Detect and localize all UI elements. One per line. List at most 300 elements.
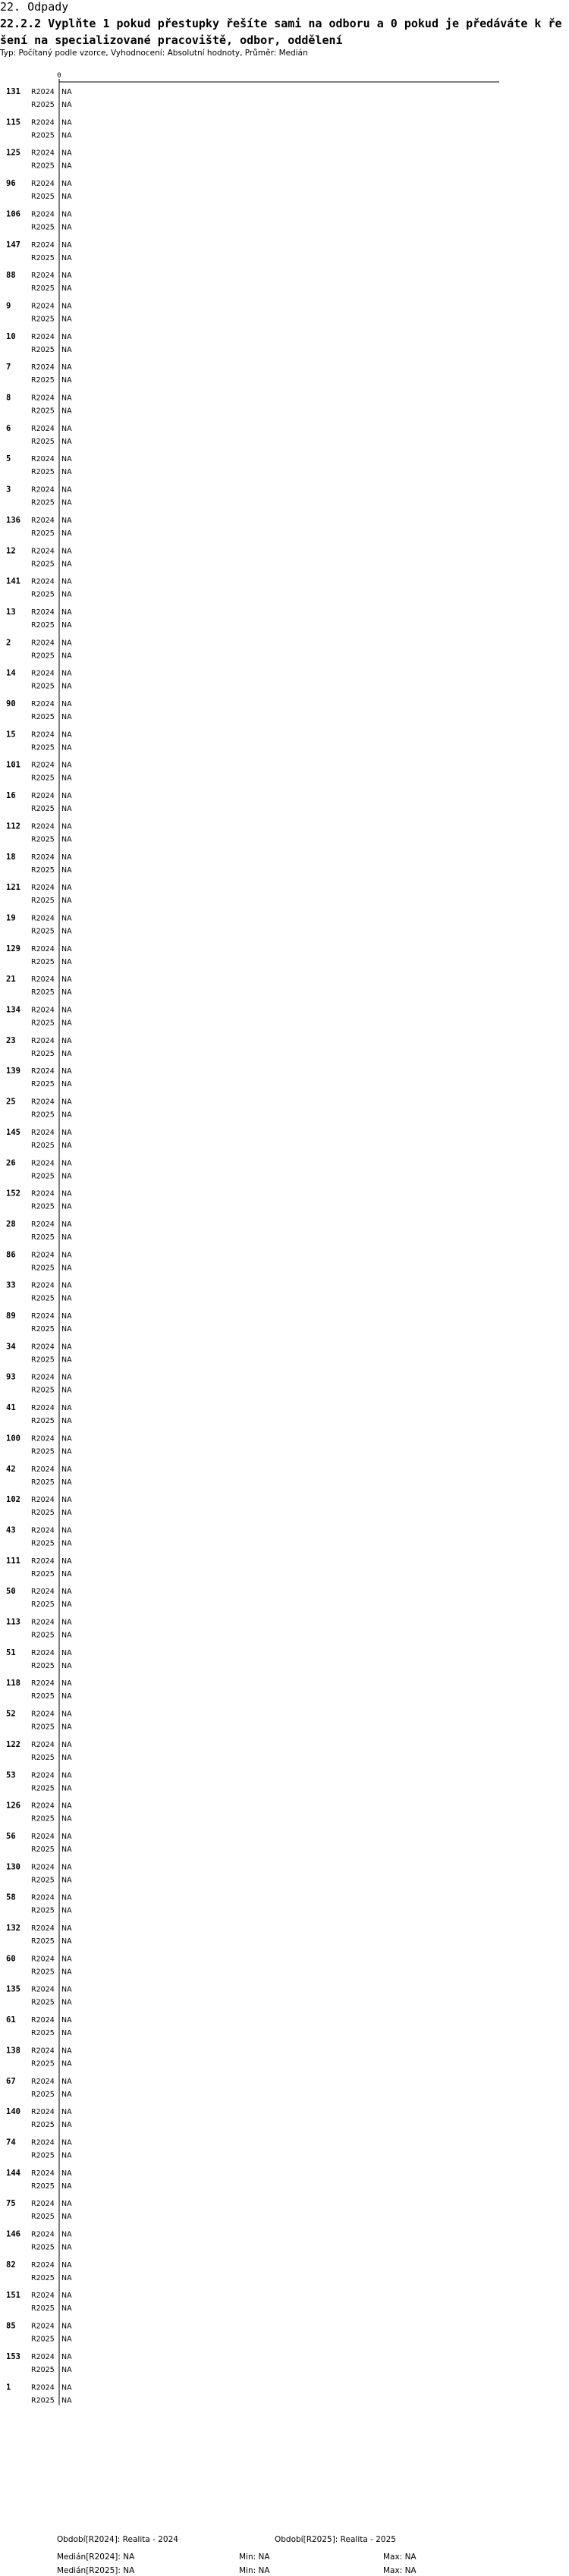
series-label: R2024 (31, 1679, 55, 1689)
series-label: R2024 (31, 1618, 55, 1627)
series-label: R2024 (31, 2169, 55, 2178)
data-label: NA (61, 1159, 72, 1168)
data-label: NA (61, 1557, 72, 1566)
data-label: NA (61, 1220, 72, 1229)
series-label: R2024 (31, 975, 55, 985)
data-label: NA (61, 1325, 72, 1334)
data-label: NA (61, 1740, 72, 1749)
category-label: 21 (6, 975, 16, 985)
data-label: NA (61, 2151, 72, 2160)
median-2024: Medián[R2024]: NA (57, 2552, 135, 2562)
data-label: NA (61, 1373, 72, 1382)
category-label: 12 (6, 546, 16, 556)
category-label: 26 (6, 1158, 16, 1168)
data-label: NA (61, 1569, 72, 1579)
series-label: R2024 (31, 2047, 55, 2056)
category-label: 89 (6, 1312, 16, 1321)
series-label: R2025 (31, 193, 55, 202)
category-label: 67 (6, 2076, 16, 2086)
category-label: 19 (6, 913, 16, 923)
series-label: R2024 (31, 669, 55, 678)
category-label: 93 (6, 1372, 16, 1382)
data-label: NA (61, 2273, 72, 2282)
data-label: NA (61, 1141, 72, 1150)
data-label: NA (61, 2213, 72, 2222)
data-label: NA (61, 1417, 72, 1426)
data-label: NA (61, 302, 72, 311)
data-label: NA (61, 516, 72, 525)
series-label: R2025 (31, 805, 55, 814)
data-label: NA (61, 162, 72, 171)
series-label: R2025 (31, 743, 55, 752)
question-title: 22.2.2 Vyplňte 1 pokud přestupky řešíte sami na odboru a 0 pokud je předáváte k řešení na specializované pracoviště, odbor, oddělení (0, 17, 562, 47)
series-label: R2024 (31, 272, 55, 281)
series-label: R2025 (31, 1539, 55, 1548)
data-label: NA (61, 835, 72, 844)
series-label: R2024 (31, 2352, 55, 2361)
series-label: R2025 (31, 652, 55, 661)
data-label: NA (61, 682, 72, 691)
series-label: R2024 (31, 1802, 55, 1811)
series-label: R2024 (31, 1557, 55, 1566)
data-label: NA (61, 1955, 72, 1964)
max-2024: Max: NA (383, 2552, 417, 2562)
category-label: 118 (6, 1679, 20, 1689)
data-label: NA (61, 315, 72, 324)
data-label: NA (61, 975, 72, 985)
data-label: NA (61, 101, 72, 109)
series-label: R2024 (31, 2383, 55, 2392)
data-label: NA (61, 2304, 72, 2314)
category-label: 101 (6, 760, 20, 770)
data-label: NA (61, 210, 72, 219)
series-label: R2025 (31, 957, 55, 966)
data-label: NA (61, 1679, 72, 1689)
category-label: 33 (6, 1280, 16, 1290)
category-label: 131 (6, 87, 20, 96)
data-label: NA (61, 805, 72, 814)
category-label: 140 (6, 2107, 20, 2117)
data-label: NA (61, 2090, 72, 2099)
data-label: NA (61, 1753, 72, 1762)
data-label: NA (61, 1067, 72, 1076)
series-label: R2024 (31, 822, 55, 831)
series-label: R2025 (31, 620, 55, 630)
series-label: R2025 (31, 682, 55, 691)
data-label: NA (61, 118, 72, 127)
data-label: NA (61, 761, 72, 770)
series-label: R2024 (31, 1189, 55, 1198)
data-label: NA (61, 822, 72, 831)
data-label: NA (61, 2121, 72, 2130)
category-label: 134 (6, 1005, 20, 1015)
category-label: 53 (6, 1770, 16, 1780)
data-label: NA (61, 253, 72, 262)
data-label: NA (61, 284, 72, 294)
series-label: R2024 (31, 394, 55, 403)
category-label: 129 (6, 944, 20, 953)
data-label: NA (61, 1539, 72, 1548)
data-label: NA (61, 1111, 72, 1120)
chart-subtitle: Typ: Počítaný podle vzorce, Vyhodnocení: Absolutní hodnoty, Průměr: Medián (0, 49, 308, 58)
category-label: 86 (6, 1250, 16, 1260)
category-label: 146 (6, 2229, 20, 2239)
series-label: R2025 (31, 1601, 55, 1610)
series-label: R2024 (31, 1312, 55, 1321)
data-label: NA (61, 1036, 72, 1045)
category-label: 125 (6, 148, 20, 158)
series-label: R2024 (31, 1006, 55, 1015)
data-label: NA (61, 577, 72, 586)
data-label: NA (61, 332, 72, 341)
data-label: NA (61, 1692, 72, 1701)
series-label: R2025 (31, 1631, 55, 1640)
series-label: R2025 (31, 2213, 55, 2222)
data-label: NA (61, 590, 72, 599)
series-label: R2025 (31, 1478, 55, 1487)
series-label: R2025 (31, 865, 55, 875)
category-label: 135 (6, 1984, 20, 1994)
series-label: R2025 (31, 1080, 55, 1089)
category-label: 136 (6, 515, 20, 525)
series-label: R2025 (31, 1233, 55, 1242)
series-label: R2024 (31, 485, 55, 495)
data-label: NA (61, 407, 72, 416)
data-label: NA (61, 2047, 72, 2056)
series-label: R2024 (31, 2108, 55, 2117)
data-label: NA (61, 1386, 72, 1395)
series-label: R2025 (31, 2182, 55, 2191)
series-label: R2025 (31, 590, 55, 599)
data-label: NA (61, 1251, 72, 1260)
series-label: R2024 (31, 1343, 55, 1352)
data-label: NA (61, 468, 72, 477)
data-label: NA (61, 927, 72, 936)
data-label: NA (61, 2322, 72, 2331)
series-label: R2025 (31, 835, 55, 844)
data-label: NA (61, 1998, 72, 2007)
series-label: R2024 (31, 1496, 55, 1505)
series-label: R2025 (31, 1998, 55, 2007)
min-2024: Min: NA (239, 2552, 270, 2562)
series-label: R2024 (31, 424, 55, 433)
series-label: R2024 (31, 1220, 55, 1229)
data-label: NA (61, 1710, 72, 1719)
series-label: R2024 (31, 700, 55, 708)
data-label: NA (61, 1937, 72, 1946)
category-label: 9 (6, 301, 11, 311)
series-label: R2024 (31, 1526, 55, 1535)
data-label: NA (61, 2352, 72, 2361)
category-label: 2 (6, 638, 11, 648)
category-label: 56 (6, 1831, 16, 1841)
series-label: R2024 (31, 853, 55, 862)
data-label: NA (61, 1356, 72, 1365)
series-label: R2025 (31, 1325, 55, 1334)
series-label: R2025 (31, 223, 55, 232)
data-label: NA (61, 1496, 72, 1505)
series-label: R2024 (31, 1588, 55, 1597)
data-label: NA (61, 792, 72, 801)
series-label: R2025 (31, 1386, 55, 1395)
data-label: NA (61, 853, 72, 862)
data-label: NA (61, 272, 72, 281)
series-label: R2025 (31, 2273, 55, 2282)
category-label: 60 (6, 1954, 16, 1964)
series-label: R2025 (31, 1906, 55, 1915)
series-label: R2024 (31, 332, 55, 341)
series-label: R2024 (31, 792, 55, 801)
category-label: 113 (6, 1617, 20, 1627)
category-label: 13 (6, 607, 16, 617)
data-label: NA (61, 1588, 72, 1597)
series-label: R2025 (31, 1019, 55, 1028)
data-label: NA (61, 2260, 72, 2270)
series-label: R2025 (31, 927, 55, 936)
data-label: NA (61, 2335, 72, 2344)
series-label: R2025 (31, 131, 55, 140)
series-label: R2025 (31, 1049, 55, 1058)
data-label: NA (61, 652, 72, 661)
category-label: 75 (6, 2199, 16, 2209)
data-label: NA (61, 1478, 72, 1487)
data-label: NA (61, 1802, 72, 1811)
series-label: R2025 (31, 2059, 55, 2069)
category-label: 14 (6, 668, 16, 678)
category-label: 90 (6, 699, 16, 708)
series-label: R2024 (31, 2200, 55, 2209)
data-label: NA (61, 988, 72, 997)
category-label: 23 (6, 1035, 16, 1045)
data-label: NA (61, 1832, 72, 1841)
category-label: 6 (6, 423, 11, 433)
data-label: NA (61, 498, 72, 507)
data-label: NA (61, 1294, 72, 1303)
data-label: NA (61, 914, 72, 923)
series-label: R2025 (31, 437, 55, 446)
series-label: R2024 (31, 1893, 55, 1902)
data-label: NA (61, 1863, 72, 1872)
category-label: 139 (6, 1067, 20, 1076)
series-label: R2025 (31, 1264, 55, 1273)
category-label: 25 (6, 1097, 16, 1107)
series-label: R2024 (31, 455, 55, 464)
series-label: R2025 (31, 101, 55, 109)
data-label: NA (61, 1985, 72, 1994)
series-label: R2024 (31, 1098, 55, 1107)
category-label: 7 (6, 363, 11, 372)
data-label: NA (61, 2230, 72, 2239)
series-label: R2025 (31, 1692, 55, 1701)
data-label: NA (61, 1006, 72, 1015)
category-label: 52 (6, 1709, 16, 1719)
series-label: R2025 (31, 1417, 55, 1426)
series-label: R2025 (31, 468, 55, 477)
series-label: R2024 (31, 118, 55, 127)
legend-period-2025: Období[R2025]: Realita - 2025 (275, 2535, 396, 2544)
legend-period-2024: Období[R2024]: Realita - 2024 (57, 2535, 178, 2544)
data-label: NA (61, 2365, 72, 2374)
series-label: R2024 (31, 2230, 55, 2239)
data-label: NA (61, 1404, 72, 1413)
series-label: R2024 (31, 1128, 55, 1137)
data-label: NA (61, 620, 72, 630)
series-label: R2024 (31, 914, 55, 923)
series-label: R2024 (31, 516, 55, 525)
data-label: NA (61, 1509, 72, 1518)
category-label: 42 (6, 1464, 16, 1474)
data-label: NA (61, 88, 72, 96)
data-label: NA (61, 713, 72, 721)
series-label: R2024 (31, 1924, 55, 1933)
data-label: NA (61, 1233, 72, 1242)
data-label: NA (61, 1618, 72, 1627)
data-label: NA (61, 2169, 72, 2178)
data-label: NA (61, 1876, 72, 1885)
series-label: R2024 (31, 2322, 55, 2331)
category-label: 28 (6, 1219, 16, 1229)
data-label: NA (61, 2182, 72, 2191)
data-label: NA (61, 897, 72, 906)
category-label: 8 (6, 393, 11, 403)
series-label: R2024 (31, 240, 55, 250)
series-label: R2024 (31, 1985, 55, 1994)
data-label: NA (61, 1893, 72, 1902)
series-label: R2025 (31, 345, 55, 354)
series-label: R2025 (31, 1509, 55, 1518)
series-label: R2025 (31, 1202, 55, 1211)
series-label: R2024 (31, 730, 55, 740)
series-label: R2025 (31, 315, 55, 324)
data-label: NA (61, 1814, 72, 1824)
series-label: R2024 (31, 1832, 55, 1841)
series-label: R2025 (31, 2365, 55, 2374)
data-label: NA (61, 944, 72, 953)
data-label: NA (61, 1128, 72, 1137)
data-label: NA (61, 2108, 72, 2117)
series-label: R2025 (31, 1447, 55, 1456)
data-label: NA (61, 424, 72, 433)
x-axis-tick-label: 0 (57, 72, 61, 80)
series-label: R2025 (31, 1569, 55, 1579)
category-label: 50 (6, 1587, 16, 1597)
category-label: 138 (6, 2046, 20, 2056)
data-label: NA (61, 1312, 72, 1321)
data-label: NA (61, 669, 72, 678)
data-label: NA (61, 608, 72, 617)
series-label: R2024 (31, 2016, 55, 2025)
category-label: 145 (6, 1127, 20, 1137)
series-label: R2025 (31, 2243, 55, 2252)
category-label: 3 (6, 485, 11, 495)
series-label: R2025 (31, 407, 55, 416)
category-label: 51 (6, 1648, 16, 1657)
series-label: R2024 (31, 1863, 55, 1872)
data-label: NA (61, 2138, 72, 2147)
data-label: NA (61, 1202, 72, 1211)
data-label: NA (61, 180, 72, 189)
series-label: R2025 (31, 2396, 55, 2405)
data-label: NA (61, 774, 72, 783)
data-label: NA (61, 223, 72, 232)
series-label: R2024 (31, 1159, 55, 1168)
data-label: NA (61, 149, 72, 158)
data-label: NA (61, 1264, 72, 1273)
category-label: 144 (6, 2168, 20, 2178)
category-label: 74 (6, 2138, 16, 2147)
data-label: NA (61, 2077, 72, 2086)
data-label: NA (61, 700, 72, 708)
category-label: 111 (6, 1556, 20, 1566)
series-label: R2025 (31, 2335, 55, 2344)
data-label: NA (61, 345, 72, 354)
series-label: R2025 (31, 1111, 55, 1120)
series-label: R2024 (31, 1955, 55, 1964)
category-label: 100 (6, 1434, 20, 1444)
category-label: 126 (6, 1801, 20, 1811)
data-label: NA (61, 957, 72, 966)
data-label: NA (61, 884, 72, 893)
data-label: NA (61, 2029, 72, 2038)
series-label: R2024 (31, 2260, 55, 2270)
series-label: R2024 (31, 2292, 55, 2301)
series-label: R2024 (31, 547, 55, 556)
series-label: R2025 (31, 1356, 55, 1365)
category-label: 152 (6, 1189, 20, 1198)
data-label: NA (61, 1845, 72, 1854)
data-label: NA (61, 1343, 72, 1352)
series-label: R2024 (31, 1771, 55, 1780)
category-label: 15 (6, 730, 16, 740)
category-label: 85 (6, 2321, 16, 2331)
data-label: NA (61, 529, 72, 538)
series-label: R2024 (31, 1281, 55, 1290)
median-2025: Medián[R2025]: NA (57, 2566, 135, 2575)
category-label: 61 (6, 2015, 16, 2025)
category-label: 141 (6, 576, 20, 586)
category-label: 132 (6, 1924, 20, 1933)
data-label: NA (61, 1968, 72, 1977)
series-label: R2025 (31, 162, 55, 171)
category-label: 112 (6, 821, 20, 831)
category-label: 147 (6, 240, 20, 250)
category-label: 82 (6, 2260, 16, 2270)
data-label: NA (61, 1049, 72, 1058)
data-label: NA (61, 1771, 72, 1780)
data-label: NA (61, 639, 72, 648)
data-label: NA (61, 240, 72, 250)
category-label: 151 (6, 2291, 20, 2301)
category-label: 5 (6, 454, 11, 464)
data-label: NA (61, 743, 72, 752)
series-label: R2024 (31, 608, 55, 617)
data-label: NA (61, 1098, 72, 1107)
category-label: 34 (6, 1342, 16, 1352)
series-label: R2024 (31, 210, 55, 219)
category-label: 10 (6, 331, 16, 341)
min-2025: Min: NA (239, 2566, 270, 2575)
data-label: NA (61, 485, 72, 495)
series-label: R2024 (31, 1710, 55, 1719)
series-label: R2024 (31, 2138, 55, 2147)
category-label: 130 (6, 1862, 20, 1872)
series-label: R2025 (31, 1753, 55, 1762)
series-label: R2025 (31, 897, 55, 906)
category-label: 18 (6, 852, 16, 862)
series-label: R2024 (31, 180, 55, 189)
data-label: NA (61, 376, 72, 385)
series-label: R2025 (31, 1172, 55, 1181)
